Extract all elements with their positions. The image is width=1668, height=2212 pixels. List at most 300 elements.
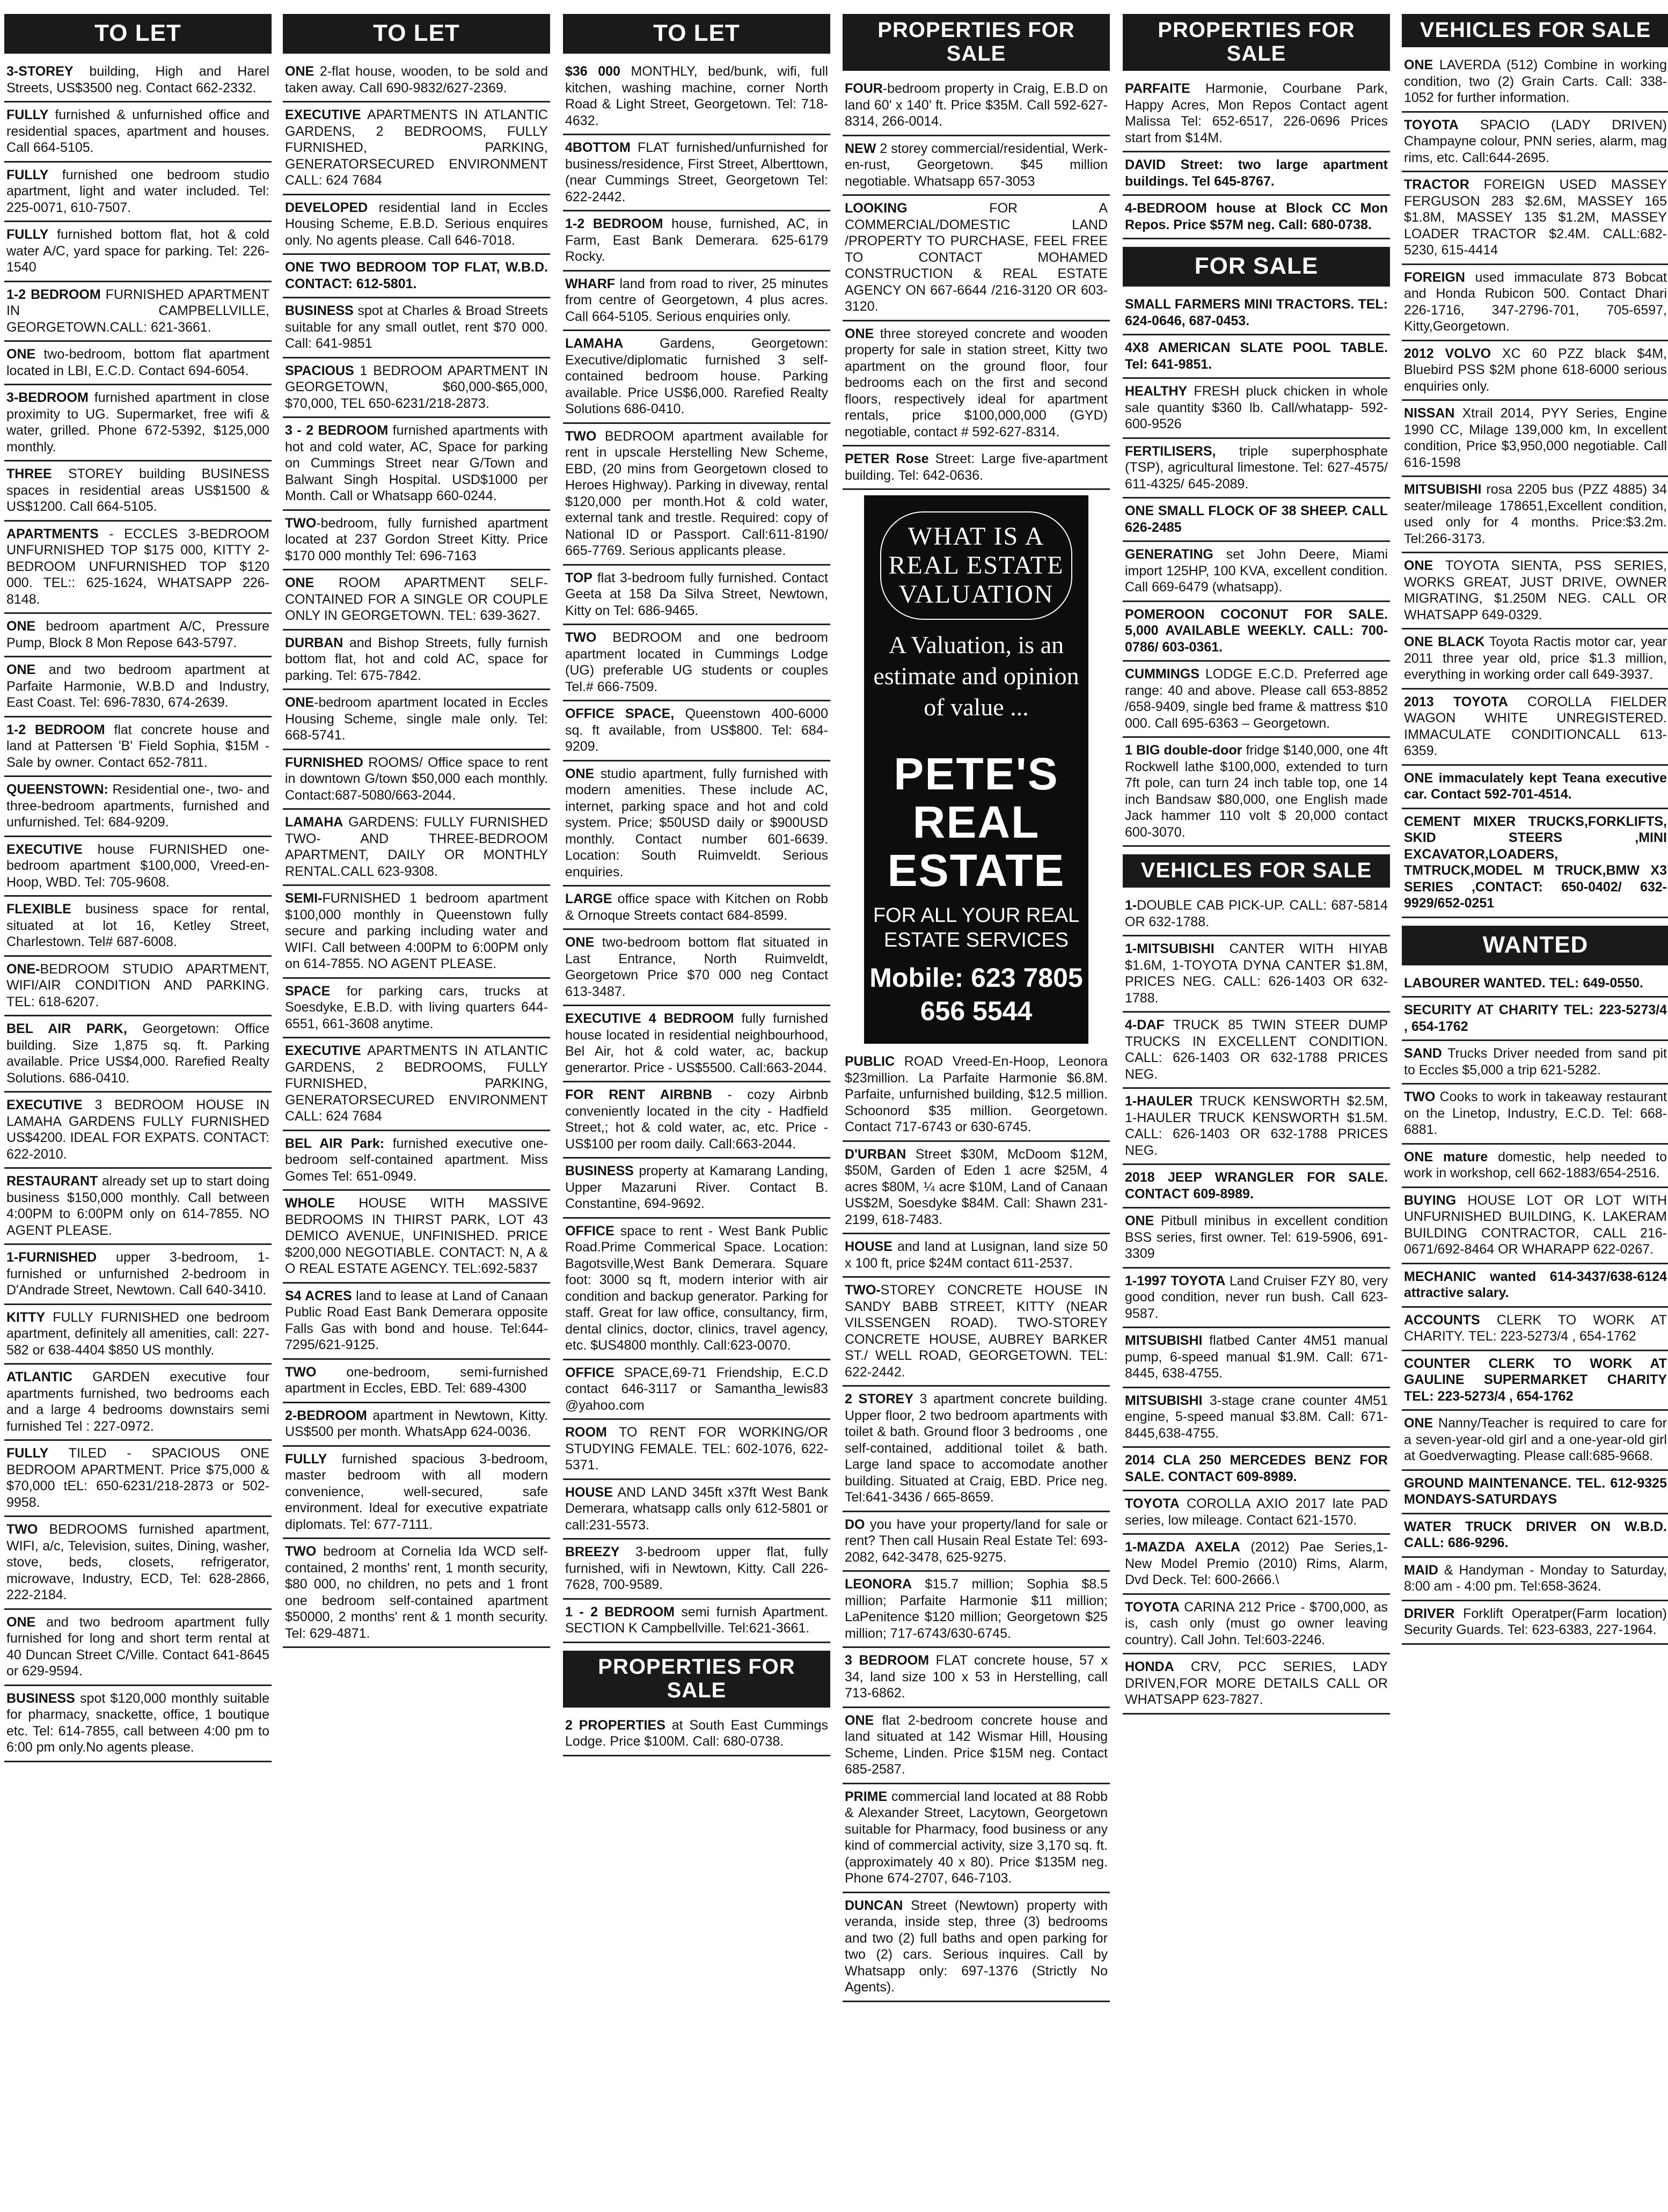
ad-text: 1 BEDROOM APARTMENT IN GEORGETOWN, $60,000-$65,000, $70,000, TEL 650-6231/218-2873.: [285, 363, 548, 411]
classified-ad: [843, 196, 1110, 321]
ad-lead: FULLY: [6, 227, 49, 242]
classified-ad: [283, 1131, 550, 1191]
ad-lead: TOYOTA: [1125, 1599, 1180, 1615]
ad-lead: DRIVER: [1404, 1606, 1455, 1621]
classified-ad: [1123, 602, 1390, 662]
ad-lead: 3 - 2 BEDROOM: [285, 423, 389, 438]
ad-text: Xtrail 2014, PYY Series, Engine 1990 CC, Milage 139,000 km, In excellent condition, Price $3,950,000 negotiable. Call 616-1598: [1404, 406, 1667, 470]
classified-ad: [1402, 1558, 1668, 1601]
classified-ad: [283, 690, 550, 750]
classified-ad: [283, 750, 550, 810]
classified-ad: [1402, 1601, 1668, 1645]
ad-lead: COUNTER CLERK TO WORK AT GAULINE SUPERMARKET CHARITY TEL: 223-5273/4 , 654-1762: [1404, 1356, 1667, 1404]
ad-lead: NEW: [845, 141, 876, 156]
ad-lead: 1 BIG double-door: [1125, 743, 1242, 758]
ad-text: HOUSE LOT OR LOT WITH UNFURNISHED BUILDING, K. LAKERAM BUILDING CONTRACTOR, CALL 216-0671/692-8464 OR WHARAPP 622-0267.: [1404, 1192, 1667, 1257]
ad-lead: BREEZY: [565, 1544, 620, 1559]
ad-text: furnished & unfurnished office and residential spaces, apartment and houses. Call 664-5105.: [6, 107, 269, 155]
ad-lead: HOUSE: [845, 1239, 892, 1254]
ad-lead: 2018 JEEP WRANGLER FOR SALE. CONTACT 609-8989.: [1125, 1170, 1388, 1202]
ad-text: GARDENS: FULLY FURNISHED TWO- AND THREE-BEDROOM APARTMENT, DAILY OR MONTHLY RENTAL.CALL 623-9308.: [285, 815, 548, 879]
ad-text: Toyota Ractis motor car, year 2011 three year old, price $1.3 million, everything in working order call 649-3937.: [1404, 634, 1667, 682]
ad-text: XC 60 PZZ black $4M, Bluebird PSS $2M phone 618-6000 serious enquiries only.: [1404, 346, 1667, 394]
section-heading: FOR SALE: [1123, 247, 1390, 287]
ad-lead: ONE: [1404, 57, 1433, 72]
ad-lead: ONE: [565, 766, 595, 781]
ad-lead: OFFICE SPACE,: [565, 706, 675, 721]
ad-text: office space with Kitchen on Robb & Ornoque Streets contact 684-8599.: [565, 891, 828, 923]
classified-ad: [4, 163, 272, 223]
section-heading: VEHICLES FOR SALE: [1123, 854, 1390, 888]
ad-lead: HOUSE: [565, 1484, 613, 1500]
ad-lead: LOOKING: [845, 201, 908, 216]
classified-ad: [843, 446, 1110, 490]
classified-ad: [4, 462, 272, 522]
ad-lead: MECHANIC wanted 614-3437/638-6124 attractive salary.: [1404, 1269, 1667, 1300]
ad-lead: S4 ACRES: [285, 1288, 352, 1303]
ad-text: BEDROOM STUDIO APARTMENT, WIFI/AIR CONDITION AND PARKING. TEL: 618-6207.: [6, 961, 269, 1009]
classified-ad: [1402, 265, 1668, 341]
ad-text: already set up to start doing business $150,000 monthly. Call between 4:00PM to 6:00PM only on 614-7855. NO AGENT PLEASE.: [6, 1174, 269, 1238]
ad-lead: ONE: [285, 695, 314, 710]
classified-ad: [1402, 998, 1668, 1041]
classified-ad: [1402, 477, 1668, 553]
classified-ad: [1123, 936, 1390, 1013]
classified-ad: [563, 887, 830, 930]
ad-text: -bedroom property in Craig, E.B.D on land 60' x 140' ft. Price $35M. Call 592-627-8314, 266-0014.: [845, 81, 1108, 129]
ad-lead: WHARF: [565, 276, 616, 291]
ad-lead: EXECUTIVE: [285, 1043, 361, 1058]
classified-ad: [843, 1512, 1110, 1572]
classified-ad: [1402, 1188, 1668, 1264]
classified-ad: [843, 1572, 1110, 1648]
ad-lead: FOR RENT AIRBNB: [565, 1087, 713, 1102]
classified-ad: [1402, 341, 1668, 401]
ad-lead: 3 BEDROOM: [845, 1653, 930, 1668]
section-heading: TO LET: [283, 14, 550, 54]
classified-ad: [4, 837, 272, 897]
ad-lead: EXECUTIVE: [6, 841, 83, 857]
classified-ad: [563, 1360, 830, 1420]
ad-lead: 2012 VOLVO: [1404, 346, 1491, 361]
ad-lead: SECURITY AT CHARITY TEL: 223-5273/4 , 654-1762: [1404, 1002, 1667, 1034]
ad-text: used immaculate 873 Bobcat and Honda Rubicon 500. Contact Dhari 226-1716, 347-2796-701, 705-6597, Kitty,Georgetown.: [1404, 269, 1667, 334]
ad-lead: FOREIGN: [1404, 269, 1465, 285]
classified-ad: [843, 321, 1110, 447]
ad-text: business space for rental, situated at lot 16, Ketley Street, Charlestown. Tel# 687-6008.: [6, 902, 269, 949]
ad-lead: TWO: [6, 1522, 38, 1537]
ad-lead: ACCOUNTS: [1404, 1312, 1480, 1328]
ad-text: flat 3-bedroom fully furnished. Contact Geeta at 158 Da Silva Street, Newtown, Kitty on Tel: 686-9465.: [565, 570, 828, 618]
classified-ad: [283, 1284, 550, 1360]
ad-lead: WATER TRUCK DRIVER ON W.B.D. CALL: 686-9296.: [1404, 1519, 1667, 1550]
ad-lead: FULLY: [6, 107, 49, 122]
classified-ad: [4, 897, 272, 957]
ad-text: CANTER WITH HIYAB $1.6M, 1-TOYOTA DYNA CANTER $1.8M, PRICES NEG. CALL: 626-1403 OR 632-1788.: [1125, 941, 1388, 1006]
classified-ad: [1123, 196, 1390, 239]
ad-text: - ECCLES 3-BEDROOM UNFURNISHED TOP $175 000, KITTY 2-BEDROOM UNFURNISHED TOP $120 000. TEL:: 625-1624, WHATSAPP 226-8148.: [6, 526, 269, 607]
ad-text: & Handyman - Monday to Saturday, 8:00 am - 4:00 pm. Tel:658-3624.: [1404, 1562, 1667, 1594]
classified-ad: [843, 136, 1110, 196]
classified-ad: [4, 222, 272, 282]
classified-ad: [1123, 1491, 1390, 1535]
ad-lead: MITSUBISHI: [1125, 1333, 1203, 1348]
ad-lead: TWO: [565, 630, 597, 645]
ad-lead: ONE SMALL FLOCK OF 38 SHEEP. CALL 626-2485: [1125, 503, 1388, 535]
classified-ad: [1123, 76, 1390, 152]
ad-text: HOUSE WITH MASSIVE BEDROOMS IN THIRST PARK, LOT 43 DEMICO AVENUE, UNFINISHED. PRICE $200,000 NEGOTIABLE. CONTACT: N, A & O REAL ESTATE AGENCY. TEL:692-5837: [285, 1196, 548, 1276]
ad-lead: RESTAURANT: [6, 1174, 98, 1189]
classified-ad: [4, 59, 272, 102]
ad-text: FRESH pluck chicken in whole sale quantity $360 lb. Call/whatapp- 592-600-9526: [1125, 384, 1388, 431]
ad-text: Harmonie, Courbane Park, Happy Acres, Mon Repos Contact agent Malissa Tel: 652-6517, 226-0696 Prices start from $14M.: [1125, 81, 1388, 145]
ad-text: BEDROOM and one bedroom apartment located in Cummings Lodge (UG) preferable UG students or couples Tel.# 666-7509.: [565, 630, 828, 694]
ad-text: upper 3-bedroom, 1-furnished or unfurnished 2-bedroom in D'Andrade Street, Newtown. Call 640-3410.: [6, 1250, 269, 1298]
ad-text: Trucks Driver needed from sand pit to Eccles $5,000 a trip 621-5282.: [1404, 1046, 1667, 1078]
ad-text: two-bedroom bottom flat situated in Last Entrance, North Ruimveldt, Georgetown Price $70 000 neg Contact 613-3487.: [565, 935, 828, 999]
classified-ad: [843, 1708, 1110, 1784]
classified-ad: [4, 1686, 272, 1762]
ad-lead: EXECUTIVE 4 BEDROOM: [565, 1011, 734, 1026]
ad-text: Queenstown 400-6000 sq. ft available, from US$800. Tel: 684-9209.: [565, 706, 828, 754]
ad-text: CRV, PCC SERIES, LADY DRIVEN,FOR MORE DETAILS CALL OR WHATSAPP 623-7827.: [1125, 1659, 1388, 1707]
classified-ad: [4, 102, 272, 163]
ad-lead: ONE: [6, 1614, 36, 1630]
classified-ad: [1402, 1514, 1668, 1558]
classified-ad: [1402, 971, 1668, 998]
ad-text: CLERK TO WORK AT CHARITY. TEL: 223-5273/4 , 654-1762: [1404, 1312, 1667, 1344]
classified-ad: [1123, 1089, 1390, 1165]
classified-ad: [1123, 1013, 1390, 1089]
ad-lead: APARTMENTS: [6, 526, 99, 541]
ad-text: AND LAND 345ft x37ft West Bank Demerara, whatsapp calls only 612-5801 or call:231-5573.: [565, 1484, 828, 1533]
classified-ad: [1123, 379, 1390, 439]
classified-ad: [283, 102, 550, 195]
ad-lead: NISSAN: [1404, 406, 1455, 421]
ad-lead: ONE: [285, 575, 314, 590]
classified-ad: [283, 1447, 550, 1540]
classified-ad: [4, 717, 272, 778]
classified-ad: [283, 886, 550, 979]
classified-ad: [1123, 1269, 1390, 1329]
ad-lead: LAMAHA: [285, 815, 343, 830]
classified-ad: [563, 424, 830, 566]
ad-text: triple superphosphate (TSP), agricultural limestone. Tel: 627-4575/ 611-4325/ 645-2089.: [1125, 443, 1388, 492]
ad-text: fully furnished house located in residential neighbourhood, Bel Air, hot & cold water, ac, backup generartor. Price - US$5500. Call:663-2044.: [565, 1011, 828, 1075]
ad-text: GARDEN executive four apartments furnished, two bedrooms each and a large 4 bedrooms downstairs semi furnished Tel : 227-0972.: [6, 1369, 269, 1434]
classified-ad: [1402, 809, 1668, 918]
ad-text: 3-stage crane counter 4M51 engine, 5-speed manual $3.8M. Call: 671-8445,638-4755.: [1125, 1393, 1388, 1441]
classified-ad: [1123, 1654, 1390, 1715]
ad-lead: FULLY: [6, 167, 49, 182]
ad-lead: 1-2 BEDROOM: [6, 287, 101, 302]
classified-ad: [563, 1480, 830, 1540]
ad-lead: 1-2 BEDROOM: [565, 216, 663, 231]
ad-lead: BUYING: [1404, 1192, 1457, 1208]
ad-lead: TOYOTA: [1404, 117, 1459, 133]
ad-text: you have your property/land for sale or rent? Then call Husain Real Estate Tel: 693-2082, 642-3478, 625-9275.: [845, 1517, 1108, 1565]
ad-text: FULLY FURNISHED one bedroom apartment, definitely all amenities, call: 227-582 or 638-4404 $850 US monthly.: [6, 1309, 269, 1358]
column-1: [4, 14, 272, 2203]
ad-lead: BEL AIR PARK,: [6, 1021, 127, 1036]
classified-ad: [843, 1142, 1110, 1235]
classified-ad: [283, 1403, 550, 1447]
ad-text: FLAT furnished/unfurnished for business/residence, First Street, Alberttown, (near Cummings Street, Georgetown Tel: 622-2442.: [565, 140, 828, 204]
classified-ad: [1402, 113, 1668, 173]
ad-text: DOUBLE CAB PICK-UP. CALL: 687-5814 OR 632-1788.: [1125, 898, 1388, 929]
classified-ad: [283, 358, 550, 419]
ad-lead: ROOM: [565, 1425, 607, 1440]
ad-text: 2-flat house, wooden, to be sold and taken away. Call 690-9832/627-2369.: [285, 64, 548, 96]
column-5: [1123, 14, 1390, 2203]
section-heading: WANTED: [1402, 926, 1668, 965]
classified-ad: [1402, 1085, 1668, 1145]
ad-lead: MITSUBISHI: [1404, 482, 1482, 497]
classified-ad: [563, 272, 830, 332]
classified-ad: [563, 1420, 830, 1480]
ad-text: two-bedroom, bottom flat apartment located in LBI, E.C.D. Contact 694-6054.: [6, 347, 269, 378]
ad-text: SPACE,69-71 Friendship, E.C.D contact 646-3117 or Samantha_lewis83 @yahoo.com: [565, 1365, 828, 1413]
ad-text: and two bedroom apartment at Parfaite Harmonie, W.B.D and Industry, East Coast. Tel: 696-7830, 674-2639.: [6, 662, 269, 710]
classified-ad: [1123, 542, 1390, 602]
ad-text: STOREY building BUSINESS spaces in residential areas US$1500 & US$1200. Call 664-5105.: [6, 466, 269, 514]
ad-lead: TWO: [285, 515, 317, 531]
section-heading: VEHICLES FOR SALE: [1402, 14, 1668, 47]
ad-lead: POMEROON COCONUT FOR SALE. 5,000 AVAILABLE WEEKLY. CALL: 700-0786/ 603-0361.: [1125, 606, 1388, 655]
ad-text: FURNISHED 1 bedroom apartment $100,000 monthly in Queenstown fully secure and parking including water and WIFI. Call between 4:00PM to 6:00PM only on 614-7855. NO AGENT PLEASE.: [285, 891, 548, 971]
ad-text: for parking cars, trucks at Soesdyke, E.B.D. with living quarters 644-6551, 661-3608 anytime.: [285, 983, 548, 1031]
ad-lead: ONE: [6, 619, 36, 634]
ad-text: BEDROOM apartment available for rent in upscale Herstelling New Scheme, EBD, (20 mins from Georgetown closed to Heroes Highway). Parking in diveway, rental $120,000 per month.Hot & cold water, external tank and trestle. Required: copy of National ID or Passport. Call:611-8190/ 665-7769. Serious applicants please.: [565, 428, 828, 558]
ad-lead: SPACE: [285, 983, 331, 999]
ad-text: TO RENT FOR WORKING/OR STUDYING FEMALE. TEL: 602-1076, 622-5371.: [565, 1425, 828, 1473]
ad-lead: OFFICE: [565, 1223, 614, 1239]
ad-lead: ATLANTIC: [6, 1369, 73, 1385]
ad-lead: 4X8 AMERICAN SLATE POOL TABLE. Tel: 641-9851.: [1125, 340, 1388, 372]
ad-lead: EXECUTIVE: [6, 1097, 83, 1112]
ad-text: apartment in Newtown, Kitty. US$500 per month. WhatsApp 624-0036.: [285, 1408, 548, 1439]
banner-brand: PETE'S REAL ESTATE: [887, 749, 1065, 896]
ad-text: house FURNISHED one-bedroom apartment $100,000, Vreed-en-Hoop, WBD. Tel: 705-9608.: [6, 841, 269, 890]
classified-ad: [4, 957, 272, 1017]
ad-lead: KITTY: [6, 1309, 46, 1325]
ad-lead: FURNISHED: [285, 755, 363, 770]
ad-lead: 1-: [1125, 898, 1137, 913]
classified-ad: [4, 614, 272, 657]
ad-text: bedroom apartment A/C, Pressure Pump, Block 8 Mon Repose 643-5797.: [6, 619, 269, 650]
ad-lead: BUSINESS: [285, 303, 354, 318]
ad-lead: FULLY: [6, 1446, 49, 1461]
classified-ad: [283, 59, 550, 102]
ad-text: COROLLA AXIO 2017 late PAD series, low mileage. Contact 621-1570.: [1125, 1496, 1388, 1528]
classified-ad: [1402, 1264, 1668, 1308]
ad-lead: TWO: [285, 1364, 317, 1380]
classified-ad: [843, 1387, 1110, 1512]
classified-ad: [563, 930, 830, 1006]
classified-ad: [283, 1191, 550, 1284]
classified-ad: [283, 195, 550, 255]
ad-lead: OFFICE: [565, 1365, 614, 1380]
ad-text: land to lease at Land of Canaan Public Road East Bank Demerara opposite Falls Gas with bond and house. Tel:644-7295/621-9125.: [285, 1288, 548, 1352]
ad-lead: SEMI-: [285, 891, 323, 906]
ad-text: furnished one bedroom studio apartment, light and water included. Tel: 225-0071, 610-7507.: [6, 167, 269, 215]
classified-ad: [1123, 1535, 1390, 1595]
ad-text: COROLLA FIELDER WAGON WHITE UNREGISTERED. IMMACULATE CONDITIONCALL 613-6359.: [1404, 694, 1667, 758]
classified-ad: [4, 1365, 272, 1441]
ad-lead: CEMENT MIXER TRUCKS,FORKLIFTS, SKID STEERS ,MINI EXCAVATOR,LOADERS, TMTRUCK,MODEL M TRUCK,BMW X3 SERIES ,CONTACT: 650-0402/ 632-9929/652-0251: [1404, 814, 1667, 911]
classified-ad: [563, 761, 830, 887]
ad-lead: TWO: [1404, 1089, 1436, 1104]
ad-text: studio apartment, fully furnished with modern amenities. These include AC, internet, parking space and hot and cold system. Price; $50USD daily or $900USD monthly. Contact number 601-6639. Location: South Ruimveldt. Serious enquiries.: [565, 766, 828, 880]
ad-text: 3 apartment concrete building. Upper floor, 2 two bedroom apartments with toilet & bath. Ground floor 3 bedrooms , one self-contained, additional toilet & bath. Large land space to accomodate another building. Situated at Craig, EBD. Price neg. Tel:641-3436 / 665-8659.: [845, 1391, 1108, 1505]
classified-ad: [283, 418, 550, 511]
ad-text: SPACIO (LADY DRIVEN) Champayne colour, PNN series, alarm, mag rims, etc. Call:644-2695.: [1404, 117, 1667, 165]
ad-text: furnished bottom flat, hot & cold water A/C, yard space for parking. Tel: 226-1540: [6, 227, 269, 275]
ad-lead: 2013 TOYOTA: [1404, 694, 1508, 709]
ad-lead: DUNCAN: [845, 1898, 903, 1913]
ad-lead: DO: [845, 1517, 865, 1532]
classified-ad: [563, 701, 830, 761]
ad-lead: D'URBAN: [845, 1146, 906, 1162]
ad-text: MONTHLY, bed/bunk, wifi, full kitchen, washing machine, corner North Road & Light Street, Georgetown. Tel: 718-4632.: [565, 64, 828, 128]
ad-text: 3 BEDROOM HOUSE IN LAMAHA GARDENS FULLY FURNISHED US$4200. IDEAL FOR EXPATS. CONTACT: 622-2010.: [6, 1097, 269, 1162]
ad-text: LAVERDA (512) Combine in working condition, two (2) Grain Carts. Call: 338-1052 for further information.: [1404, 57, 1667, 105]
classified-ad: [563, 1006, 830, 1082]
ad-text: STOREY CONCRETE HOUSE IN SANDY BABB STREET, KITTY (NEAR VILSSENGEN ROAD). TWO-STOREY CONCRETE HOUSE, AUBREY BARKER ST./ WELL ROAD, GEORGETOWN. TEL: 622-2442.: [845, 1283, 1108, 1380]
ad-lead: 2 STOREY: [845, 1391, 913, 1407]
classified-ad: [4, 385, 272, 462]
ad-text: rosa 2205 bus (PZZ 4885) 34 seater/mileage 178651,Excellent condition, used only for 4 months. Price:$3.2m. Tel:266-3173.: [1404, 482, 1667, 546]
classified-ad: [1402, 553, 1668, 629]
ad-text: FOREIGN USED MASSEY FERGUSON 283 $2.6M, MASSEY 165 $1.8M, MASSEY 135 $1.2M, MASSEY LOADER TRACTOR $2.4M. CALL:682-5230, 615-4414: [1404, 177, 1667, 258]
ad-lead: BEL AIR Park:: [285, 1136, 385, 1151]
banner-mobile: Mobile: 623 7805 656 5544: [869, 963, 1083, 1026]
classified-ad: [1123, 1595, 1390, 1655]
classified-ad: [1402, 1308, 1668, 1351]
classified-ad: [1123, 1165, 1390, 1208]
ad-text: furnished apartments with hot and cold water, AC, Space for parking on Cummings Street near G/Town and Balwant Singh Hospital. USD$1000 per Month. Call or Whatsapp 660-0244.: [285, 423, 548, 503]
ad-lead: LEONORA: [845, 1577, 912, 1592]
classified-ad: [283, 810, 550, 886]
section-heading: TO LET: [4, 14, 272, 54]
classified-ad: [563, 211, 830, 272]
ad-lead: FLEXIBLE: [6, 902, 71, 917]
classified-ad: [4, 1610, 272, 1686]
ad-lead: SPACIOUS: [285, 363, 354, 378]
ad-lead: TOP: [565, 570, 592, 585]
ad-lead: 1-2 BEDROOM: [6, 722, 105, 737]
banner-question: WHAT IS A REAL ESTATE VALUATION: [880, 511, 1072, 620]
ad-text: and two bedroom apartment fully furnished for long and short term rental at 40 Duncan Street C/Ville. Contact 641-8645 or 629-9594.: [6, 1614, 269, 1679]
classified-ad: [4, 1517, 272, 1610]
ad-text: Georgetown: Office building. Size 1,875 sq. ft. Parking available. Price US$4,000. Rarefied Realty Solutions. 686-0410.: [6, 1021, 269, 1086]
classified-ad: [1123, 1448, 1390, 1491]
classified-ad: [283, 1360, 550, 1403]
ad-lead: ONE: [1404, 1416, 1433, 1431]
ad-lead: GENERATING: [1125, 547, 1213, 562]
classified-ad: [283, 298, 550, 358]
ad-text: FURNISHED APARTMENT IN CAMPBELLVILLE, GEORGETOWN.CALL: 621-3661.: [6, 287, 269, 335]
classified-ad: [4, 342, 272, 385]
ad-lead: TRACTOR: [1404, 177, 1469, 192]
ad-lead: ONE immaculately kept Teana executive car. Contact 592-701-4514.: [1404, 770, 1667, 802]
ad-lead: 2014 CLA 250 MERCEDES BENZ FOR SALE. CONTACT 609-8989.: [1125, 1453, 1388, 1484]
ad-lead: FOUR: [845, 81, 883, 96]
classified-ad: [1123, 152, 1390, 196]
ad-text: ROOMS/ Office space to rent in downtown G/town $50,000 each monthly. Contact:687-5080/663-2044.: [285, 755, 548, 803]
classified-ad: [1402, 1411, 1668, 1471]
ad-lead: THREE: [6, 466, 52, 481]
real-estate-advert-banner: [864, 495, 1088, 1044]
ad-text: and land at Lusignan, land size 50 x 100 ft, price $24M contact 611-2537.: [845, 1239, 1108, 1271]
column-6: [1402, 14, 1668, 2203]
ad-lead: 4BOTTOM: [565, 140, 631, 155]
ad-text: TRUCK KENSWORTH $2.5M, 1-HAULER TRUCK KENSWORTH $1.5M. CALL: 626-1403 OR 632-1788 PRICES NEG.: [1125, 1094, 1388, 1158]
ad-lead: 2-BEDROOM: [285, 1408, 367, 1423]
classified-ad: [1402, 766, 1668, 809]
ad-lead: TWO: [285, 1544, 317, 1559]
ad-text: -bedroom apartment located in Eccles Housing Scheme, single male only. Tel: 668-5741.: [285, 695, 548, 743]
section-heading: PROPERTIES FOR SALE: [1123, 14, 1390, 71]
ad-lead: LAMAHA: [565, 336, 624, 351]
ad-text: domestic, help needed to work in workshop, cell 662-1883/654-2516.: [1404, 1149, 1667, 1181]
classified-ad: [4, 522, 272, 614]
ad-text: and Bishop Streets, fully furnish bottom flat, hot and cold AC, space for parking. Tel: 675-7842.: [285, 635, 548, 683]
section-heading: PROPERTIES FOR SALE: [563, 1651, 830, 1708]
classified-ad: [843, 76, 1110, 136]
classified-ad: [4, 1245, 272, 1305]
ad-text: set John Deere, Miami import 125HP, 100 KVA, excellent condition. Call 669-6479 (whatsapp).: [1125, 547, 1388, 595]
classified-ad: [4, 657, 272, 717]
ad-lead: ONE: [1404, 558, 1433, 573]
ad-lead: 1-FURNISHED: [6, 1250, 97, 1265]
ad-text: BEDROOMS furnished apartment, WIFI, a/c, Television, suites, Dining, washer, stove, beds, closets, refrigerator, microwave, Industry, ECD, Tel: 628-2866, 222-2184.: [6, 1522, 269, 1602]
ad-lead: ONE BLACK: [1404, 634, 1485, 649]
classified-ad: [4, 282, 272, 342]
ad-text: - cozy Airbnb conveniently located in the city - Hadfield Street,; hot & cold water, ac, etc. Price - US$100 per room daily. Call:663-2044.: [565, 1087, 829, 1152]
classified-ad: [563, 59, 830, 135]
ad-lead: WHOLE: [285, 1196, 335, 1211]
ad-lead: PARFAITE: [1125, 81, 1190, 96]
ad-lead: HEALTHY: [1125, 384, 1188, 399]
ad-text: FOR A COMMERCIAL/DOMESTIC LAND /PROPERTY TO PURCHASE, FEEL FREE TO CONTACT MOHAMED CONSTRUCTION & REAL ESTATE AGENCY ON 667-6644 /216-3120 OR 603-3120.: [845, 201, 1108, 314]
ad-lead: $36 000: [565, 64, 620, 79]
classified-ad: [283, 631, 550, 691]
classified-ad: [1402, 690, 1668, 766]
ad-text: property at Kamarang Landing, Upper Mazaruni River. Contact B. Constantine, 694-9692.: [565, 1163, 828, 1211]
ad-text: TOYOTA SIENTA, PSS SERIES, WORKS GREAT, JUST DRIVE, OWNER MIGRATING, $1.250M NEG. CALL OR WHATSAPP 649-0329.: [1404, 558, 1667, 622]
ad-lead: 3-STOREY: [6, 64, 74, 79]
ad-lead: 1-HAULER: [1125, 1094, 1193, 1109]
classified-ad: [563, 1713, 830, 1756]
classified-ad: [843, 1049, 1110, 1142]
ad-lead: DURBAN: [285, 635, 343, 650]
ad-text: furnished executive one-bedroom self-contained apartment. Miss Gomes Tel: 651-0949.: [285, 1136, 548, 1184]
ad-lead: BUSINESS: [565, 1163, 634, 1178]
section-heading: TO LET: [563, 14, 830, 54]
classified-ad: [1402, 1471, 1668, 1514]
ad-text: furnished apartment in close proximity to UG. Supermarket, free wifi & water, grilled. Phone 672-5392, $125,000 monthly.: [6, 390, 269, 455]
ad-text: furnished spacious 3-bedroom, master bedroom with all modern convenience, well-secured, safe environment. Ideal for executive expatriate diplomats. Tel: 677-7111.: [285, 1451, 548, 1532]
ad-text: 3-bedroom upper flat, fully furnished, wifi in Newtown, Kitty. Call 226-7628, 700-9589.: [565, 1544, 828, 1592]
classified-ad: [1123, 893, 1390, 936]
ad-lead: MITSUBISHI: [1125, 1393, 1203, 1408]
classified-ad: [1402, 1041, 1668, 1085]
ad-lead: HONDA: [1125, 1659, 1174, 1674]
classified-ad: [1402, 401, 1668, 477]
ad-lead: 1 - 2 BEDROOM: [565, 1604, 675, 1620]
ad-lead: ONE: [6, 662, 36, 677]
